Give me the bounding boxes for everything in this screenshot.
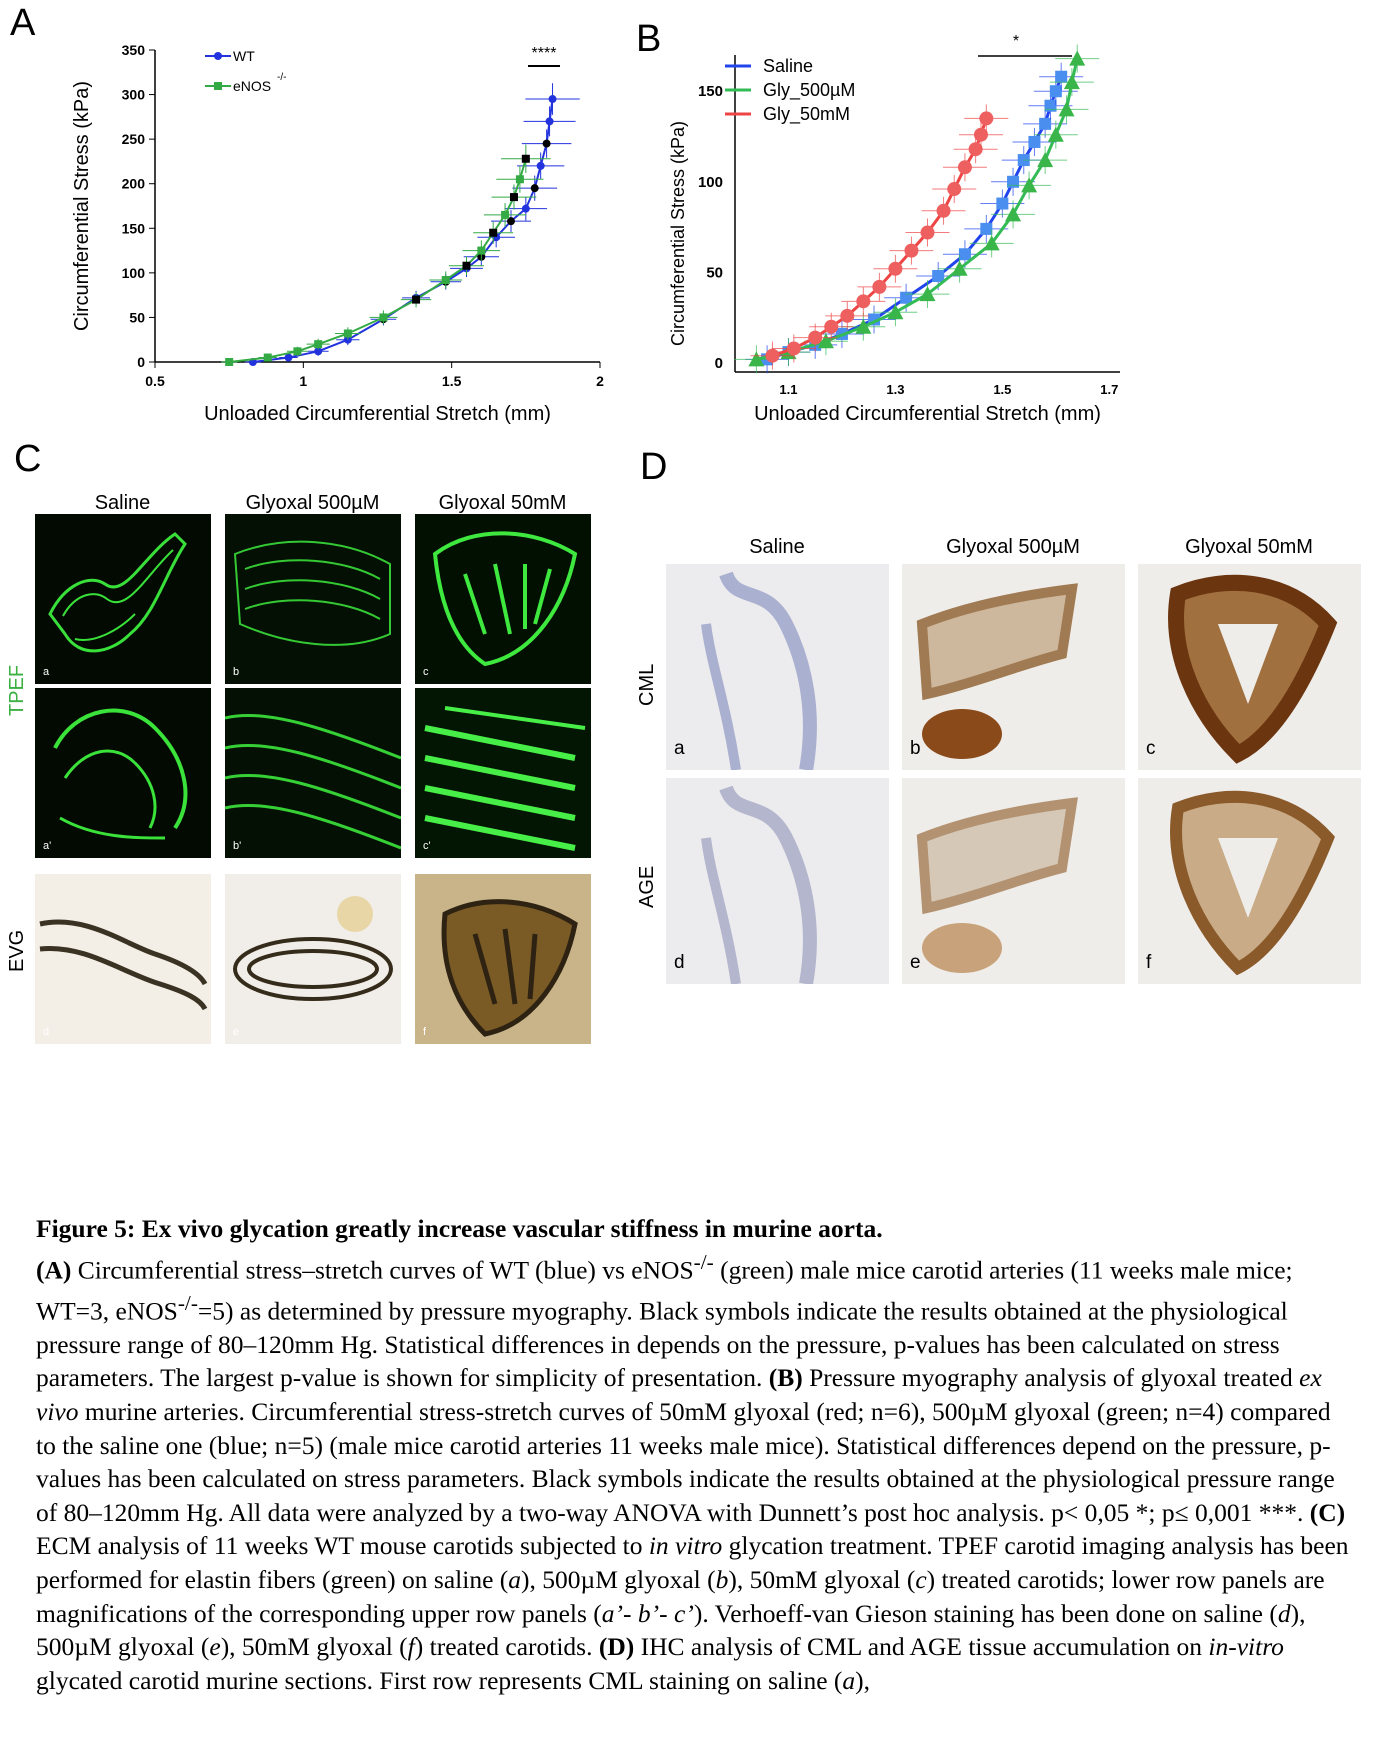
cml-image-glyoxal-50 [1138, 564, 1361, 770]
data-point [921, 226, 935, 240]
caption-text: ), 500µM glyoxal ( [36, 1598, 1306, 1662]
data-point [477, 247, 485, 255]
data-point [932, 270, 944, 282]
caption-text: ) treated carotids. [414, 1632, 599, 1662]
tag-d-d: d [674, 952, 685, 973]
evg-image-glyoxal-500 [225, 874, 401, 1044]
data-point [900, 292, 912, 304]
chart-b [650, 0, 1130, 440]
tpef-image-glyoxal-50 [415, 514, 591, 684]
data-point [549, 95, 557, 103]
y-tick-label: 250 [121, 131, 145, 148]
panel-c-col-glyoxal-50: Glyoxal 50mM [438, 492, 567, 514]
panel-d-col-glyoxal-50: Glyoxal 50mM [1185, 536, 1313, 558]
panel-letter-b: B [636, 18, 662, 60]
tpef-zoom-saline [35, 688, 211, 858]
data-point [1007, 176, 1019, 188]
panel-d-col-glyoxal-500: Glyoxal 500µM [946, 536, 1080, 558]
panel-d-col-saline: Saline [749, 536, 805, 558]
evg-image-glyoxal-50 [415, 874, 591, 1044]
y-tick-label: 150 [121, 220, 145, 237]
tag-d-e: e [910, 952, 921, 973]
figure-caption [36, 1212, 1356, 1697]
tag-d: d [43, 1026, 50, 1038]
y-tick-label: 100 [121, 264, 145, 281]
panel-letter-c: C [14, 438, 42, 480]
legend-superscript: -/- [277, 72, 287, 83]
data-point [979, 111, 993, 125]
tag-b: b [233, 666, 240, 678]
data-point [1050, 85, 1062, 97]
x-tick-label: 1.5 [993, 382, 1012, 397]
significance-label: * [1012, 33, 1020, 50]
legend-label: eNOS [233, 78, 272, 94]
data-point [958, 160, 972, 174]
data-point [980, 223, 992, 235]
evg-image-saline [35, 874, 211, 1044]
data-point [264, 354, 272, 362]
x-tick-label: 1.3 [886, 382, 905, 397]
caption-italic: a [508, 1564, 522, 1594]
panel-letter-d: D [640, 446, 668, 488]
caption-title: Figure 5: Ex vivo glycation greatly increase vascular stiffness in murine aorta. [36, 1214, 883, 1243]
data-point [808, 331, 822, 345]
caption-sup: -/- [177, 1290, 198, 1315]
panel-d-row-cml: CML [636, 663, 658, 706]
data-point [765, 349, 779, 363]
caption-italic: e [209, 1632, 221, 1662]
x-axis-label: Unloaded Circumferential Stretch (mm) [204, 403, 551, 425]
age-image-glyoxal-50 [1138, 778, 1361, 984]
panel-c-col-glyoxal-500: Glyoxal 500µM [245, 492, 380, 514]
data-point [904, 244, 918, 258]
caption-text: =5) as determined by pressure myography. Black symbols indicate the results obtained at the physiological pressure range of 80–120mm Hg. Statistical differences in depends on the pressure, p-values has been calculated on stress parameters. The largest p-value is shown for simplicity of presentation. [36, 1296, 1288, 1393]
caption-italic: a’- b’- c’ [601, 1598, 694, 1628]
caption-label-d: (D) [598, 1632, 635, 1662]
caption-text: ), 500µM glyoxal ( [521, 1564, 716, 1594]
data-point [947, 182, 961, 196]
data-point [937, 204, 951, 218]
chart-a [0, 0, 640, 440]
x-tick-label: 1.7 [1100, 382, 1119, 397]
tpef-zoom-glyoxal-50 [415, 688, 591, 858]
data-point [293, 347, 301, 355]
caption-text: ), [855, 1665, 871, 1695]
tag-c-prime: c' [423, 840, 431, 852]
y-tick-label: 100 [697, 173, 723, 191]
caption-text: (green) male mice carotid arteries (11 weeks male mice; WT=3, eNOS [36, 1255, 1293, 1326]
series-line [253, 99, 553, 362]
tpef-zoom-glyoxal-500 [225, 688, 401, 858]
caption-italic: b [715, 1564, 729, 1594]
x-tick-label: 1.1 [779, 382, 798, 397]
y-tick-label: 150 [697, 83, 723, 101]
caption-italic: in vitro [648, 1531, 723, 1561]
data-point [996, 198, 1008, 210]
tag-c: c [423, 666, 429, 678]
data-point [856, 294, 870, 308]
tag-d-b: b [910, 738, 921, 759]
data-point [1028, 136, 1040, 148]
caption-italic: f [407, 1632, 415, 1662]
age-image-saline [666, 778, 889, 984]
data-point [872, 280, 886, 294]
data-point [1044, 100, 1056, 112]
panel-letter-a: A [10, 2, 36, 44]
legend-marker [214, 82, 222, 90]
y-axis-label: Circumferential Stress (kPa) [71, 80, 93, 332]
data-point [379, 313, 387, 321]
tpef-image-glyoxal-500 [225, 514, 401, 684]
legend-label: Gly_50mM [763, 104, 851, 124]
y-tick-label: 350 [121, 42, 145, 58]
y-tick-label: 0 [137, 354, 145, 370]
panel-c-row-tpef: TPEF [6, 664, 28, 716]
tag-d-f: f [1146, 952, 1152, 973]
caption-text: ), 50mM glyoxal ( [728, 1564, 916, 1594]
caption-body [36, 1246, 1356, 1698]
caption-text: ), 50mM glyoxal ( [220, 1632, 408, 1662]
caption-label-b: (B) [768, 1363, 803, 1393]
caption-italic: in-vitro [1208, 1632, 1284, 1662]
y-tick-label: 200 [121, 175, 145, 192]
data-point [546, 117, 554, 125]
data-point [1055, 71, 1067, 83]
caption-text: glycated carotid murine sections. First row represents CML staining on saline ( [36, 1665, 843, 1695]
y-axis-label: Circumferential Stress (kPa) [668, 120, 688, 347]
legend-label: Gly_500µM [763, 80, 856, 100]
data-point [225, 358, 233, 366]
tag-d-a: a [674, 738, 685, 759]
x-tick-label: 2 [596, 373, 604, 389]
data-point [522, 155, 530, 163]
cml-image-glyoxal-500 [902, 564, 1125, 770]
y-tick-label: 50 [129, 309, 145, 326]
caption-italic: c [915, 1564, 927, 1594]
tag-e: e [233, 1026, 240, 1038]
tag-b-prime: b' [233, 840, 242, 852]
data-point [501, 211, 509, 219]
data-point [1039, 118, 1051, 130]
caption-italic: ex vivo [36, 1363, 1322, 1426]
x-axis-label: Unloaded Circumferential Stretch (mm) [754, 403, 1101, 425]
data-point [510, 193, 518, 201]
caption-text: IHC analysis of CML and AGE tissue accumulation on [634, 1632, 1209, 1662]
data-point [531, 184, 539, 192]
data-point [412, 296, 420, 304]
caption-label-a: (A) [36, 1255, 72, 1285]
caption-label-c: (C) [1309, 1497, 1346, 1527]
tag-f: f [423, 1026, 427, 1038]
data-point [463, 262, 471, 270]
panel-c-col-saline: Saline [94, 492, 151, 514]
caption-italic: a [842, 1665, 856, 1695]
tpef-image-saline [35, 514, 211, 684]
data-point [516, 175, 524, 183]
legend-marker [214, 52, 222, 60]
caption-sup: -/- [693, 1249, 714, 1274]
data-point [543, 140, 551, 148]
caption-text: ECM analysis of 11 weeks WT mouse carotids subjected to [36, 1531, 649, 1561]
tag-a-prime: a' [43, 840, 52, 852]
data-point [787, 341, 801, 355]
y-tick-label: 0 [714, 354, 723, 372]
panel-d-row-age: AGE [636, 865, 658, 908]
caption-text: Pressure myography analysis of glyoxal treated [802, 1363, 1300, 1393]
x-tick-label: 1.5 [441, 373, 462, 389]
data-point [888, 262, 902, 276]
x-tick-label: 1 [299, 373, 308, 389]
data-point [840, 309, 854, 323]
caption-text: glycation treatment. TPEF carotid imaging analysis has been performed for elastin fibers (green) on saline ( [36, 1531, 1349, 1594]
y-tick-label: 50 [706, 264, 723, 282]
significance-label: **** [531, 45, 557, 62]
data-point [344, 329, 352, 337]
caption-text: murine arteries. Circumferential stress-stretch curves of 50mM glyoxal (red; n=6), 500µM glyoxal (green; n=4) compared to the saline one (blue; n=5) (male mice carotid arteries 11 weeks male mice). Statistical differences depend on the pressure, p-values has been calculated on stress parameters. Black symbols indicate the results obtained at the physiological pressure range of 80–120mm Hg. All data were analyzed by a two-way ANOVA with Dunnett’s post hoc analysis. p< 0,05 *; p≤ 0,001 ***. [36, 1396, 1335, 1527]
caption-text: ). Verhoeff-van Gieson staining has been done on saline ( [693, 1598, 1278, 1628]
panel-c-row-evg: EVG [6, 929, 28, 972]
data-point [442, 276, 450, 284]
cml-image-saline [666, 564, 889, 770]
age-image-glyoxal-500 [902, 778, 1125, 984]
data-point [314, 340, 322, 348]
data-point [522, 205, 530, 213]
legend-label: Saline [763, 56, 814, 76]
caption-text: ) treated carotids; lower row panels are magnifications of the corresponding upper row panels ( [36, 1564, 1325, 1628]
caption-text: Circumferential stress–stretch curves of WT (blue) vs eNOS [71, 1255, 694, 1285]
legend-label: WT [233, 48, 255, 64]
data-point [537, 162, 545, 170]
y-tick-label: 300 [121, 86, 145, 103]
x-tick-label: 0.5 [145, 373, 165, 389]
tag-a: a [43, 666, 50, 678]
data-point [959, 248, 971, 260]
data-point [489, 229, 497, 237]
tag-d-c: c [1146, 738, 1156, 759]
data-point [824, 320, 838, 334]
caption-italic: d [1277, 1598, 1291, 1628]
